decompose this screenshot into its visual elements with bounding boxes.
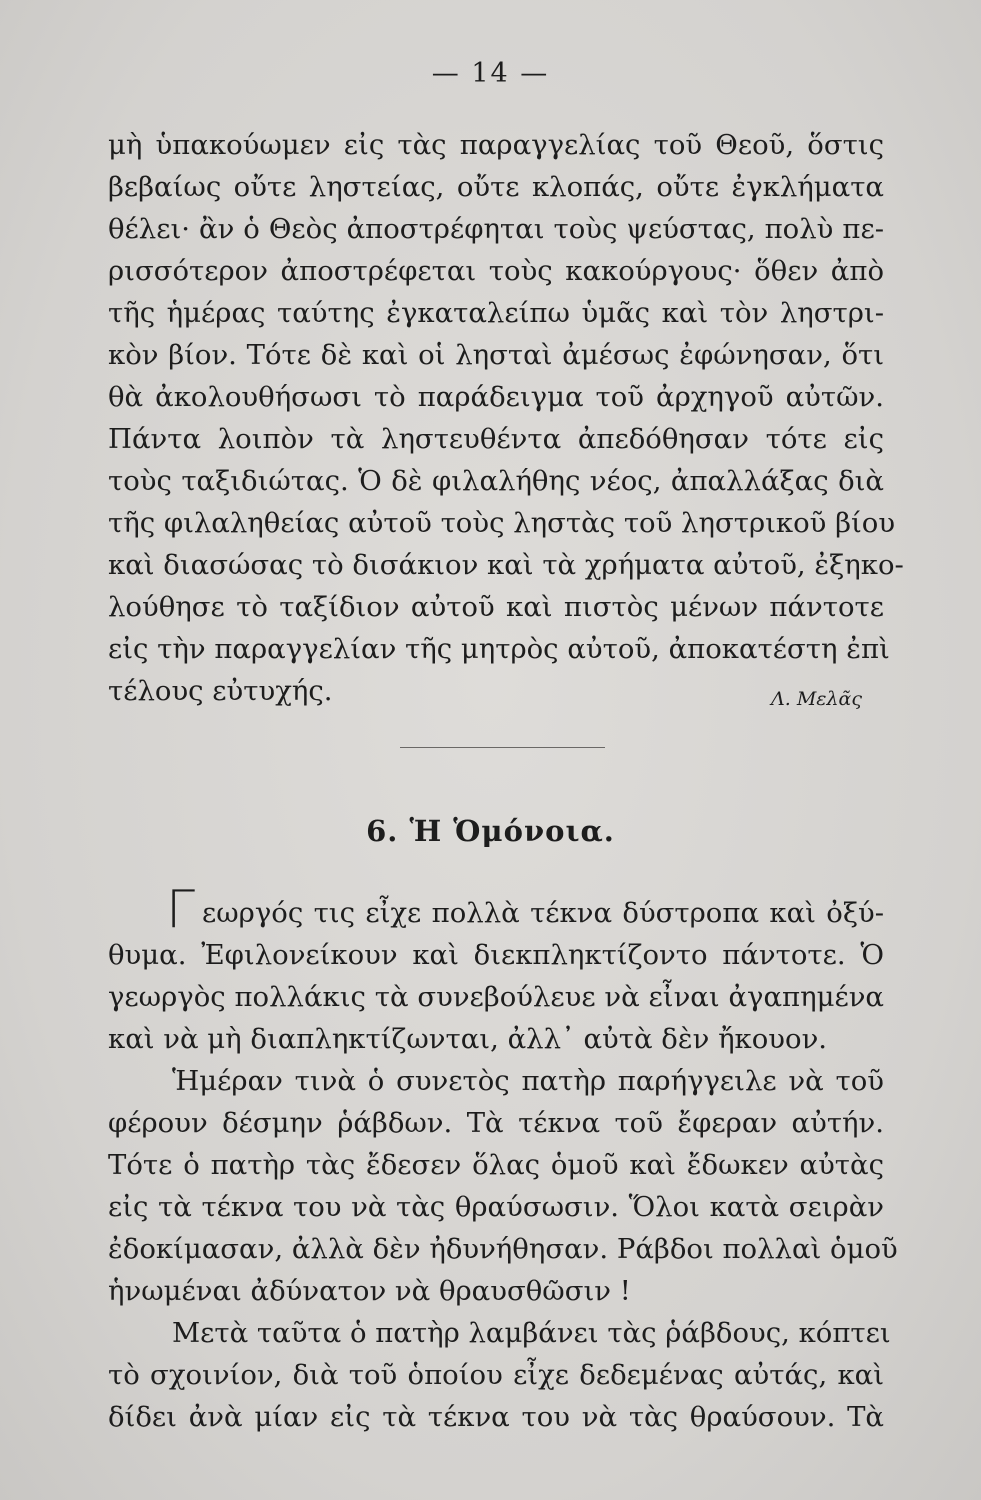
text-line: τῆς ἡμέρας ταύτης ἐγκαταλείπω ὑμᾶς καὶ τὸν ληστρι- [108, 297, 884, 329]
text-line: εἰς τὰ τέκνα του νὰ τὰς θραύσωσιν. Ὅλοι κατὰ σειρὰν [108, 1191, 884, 1223]
text-line: μὴ ὑπακούωμεν εἰς τὰς παραγγελίας τοῦ Θεοῦ, ὅστις [108, 129, 884, 161]
text-line: Τότε ὁ πατὴρ τὰς ἔδεσεν ὅλας ὁμοῦ καὶ ἔδωκεν αὐτὰς [108, 1149, 884, 1181]
text-line: βεβαίως οὔτε ληστείας, οὔτε κλοπάς, οὔτε ἐγκλήματα [108, 171, 884, 203]
text-line: καὶ νὰ μὴ διαπληκτίζωνται, ἀλλ᾽ αὐτὰ δὲν ἤκουον. [108, 1023, 828, 1055]
text-line: γεωργὸς πολλάκις τὰ συνεβούλευε νὰ εἶναι ἀγαπημένα [108, 981, 884, 1013]
text-line: εἰς τὴν παραγγελίαν τῆς μητρὸς αὐτοῦ, ἀποκατέστη ἐπὶ [108, 633, 890, 665]
text-line: ρισσότερον ἀποστρέφεται τοὺς κακούργους· ὅθεν ἀπὸ [108, 255, 884, 287]
text-line: Πάντα λοιπὸν τὰ ληστευθέντα ἀπεδόθησαν τότε εἰς [108, 423, 884, 455]
text-line: τοὺς ταξιδιώτας. Ὁ δὲ φιλαλήθης νέος, ἀπαλλάξας διὰ [108, 465, 884, 497]
text-line: τέλους εὐτυχής. [108, 675, 333, 707]
text-line: ἡνωμέναι ἀδύνατον νὰ θραυσθῶσιν ! [108, 1275, 631, 1307]
text-line: θέλει· ἂν ὁ Θεὸς ἀποστρέφηται τοὺς ψεύστας, πολὺ πε- [108, 213, 884, 245]
author-signature: Λ. Μελᾶς [771, 688, 862, 710]
text-line: δίδει ἀνὰ μίαν εἰς τὰ τέκνα του νὰ τὰς θραύσουν. Τὰ [108, 1401, 884, 1433]
section-title: 6. Ἡ Ὁμόνοια. [366, 814, 615, 848]
drop-cap: Γ [166, 880, 195, 940]
text-line: τὸ σχοινίον, διὰ τοῦ ὁποίου εἶχε δεδεμένας αὐτάς, καὶ [108, 1359, 884, 1391]
section-divider [400, 747, 605, 748]
text-line: εωργός τις εἶχε πολλὰ τέκνα δύστροπα καὶ ὀξύ- [202, 897, 884, 929]
text-line: κὸν βίον. Τότε δὲ καὶ οἱ λησταὶ ἀμέσως ἐφώνησαν, ὅτι [108, 339, 884, 371]
text-line: καὶ διασώσας τὸ δισάκιον καὶ τὰ χρήματα αὐτοῦ, ἐξηκο- [108, 549, 904, 581]
text-line: θυμα. Ἐφιλονείκουν καὶ διεκπληκτίζοντο πάντοτε. Ὁ [108, 939, 884, 971]
text-line: Μετὰ ταῦτα ὁ πατὴρ λαμβάνει τὰς ῥάβδους, κόπτει [172, 1317, 891, 1349]
text-line: Ἡμέραν τινὰ ὁ συνετὸς πατὴρ παρήγγειλε νὰ τοῦ [172, 1065, 884, 1097]
text-line: τῆς φιλαληθείας αὐτοῦ τοὺς ληστὰς τοῦ ληστρικοῦ βίου [108, 507, 896, 539]
page-number: — 14 — [431, 58, 550, 89]
text-line: θὰ ἀκολουθήσωσι τὸ παράδειγμα τοῦ ἀρχηγοῦ αὐτῶν. [108, 381, 884, 413]
text-line: ἐδοκίμασαν, ἀλλὰ δὲν ἠδυνήθησαν. Ράβδοι πολλαὶ ὁμοῦ [108, 1233, 898, 1265]
text-line: φέρουν δέσμην ῥάβδων. Τὰ τέκνα τοῦ ἔφεραν αὐτήν. [108, 1107, 884, 1139]
text-line: λούθησε τὸ ταξίδιον αὐτοῦ καὶ πιστὸς μένων πάντοτε [108, 591, 884, 623]
